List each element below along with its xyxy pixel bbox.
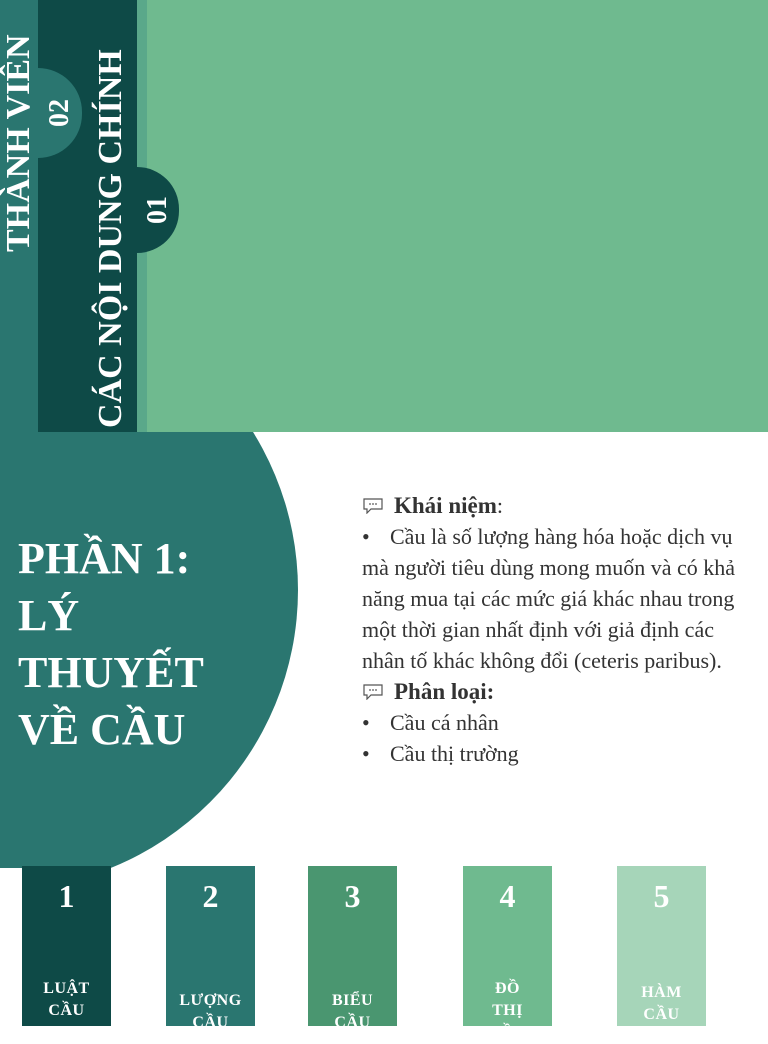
part-title-line: THUYẾT [18,648,204,697]
concept-colon: : [496,493,503,518]
part-title-line: PHẦN 1: [18,534,191,583]
card-label-line: HÀM [641,984,682,1001]
card-label-line: LUẬT [43,980,90,997]
card-number: 1 [58,878,75,914]
card-label [463,978,552,1044]
tab-main-contents-label: CÁC NỘI DUNG CHÍNH [92,49,129,428]
card-number: 2 [202,878,219,914]
card-label [22,978,111,1022]
concept-text-item [362,521,752,676]
card-label-line: CẦU [489,1024,526,1041]
bullet: • [362,710,370,735]
classify-heading-row [362,676,752,707]
classify-heading: Phân loại: [394,679,495,704]
card-label-line: LƯỢNG [179,992,242,1009]
concept-text: Cầu là số lượng hàng hóa hoặc dịch vụ mà người tiêu dùng mong muốn và có khả năng mua tại các mức giá khác nhau trong một thời gian nhất định với giả định các nhân tố khác không đổi (ceteris paribus). [362,524,736,673]
card-label-line: CẦU [48,1002,85,1019]
concept-heading-row [362,490,752,521]
card-label [166,990,255,1034]
card-label-line: BIỂU [331,992,374,1009]
speech-bubble-icon [362,684,384,700]
topic-card-4[interactable] [463,866,552,1041]
card-number: 5 [653,878,670,914]
card-number: 3 [344,878,361,914]
part-title-line: LÝ [18,591,80,640]
card-number: 4 [499,878,516,914]
list-item [362,707,752,738]
tab-number-01-text: 01 [142,196,173,224]
bullet: • [362,741,370,766]
bullet: • [362,524,370,549]
topic-card-1[interactable] [22,866,111,1026]
topic-card-3[interactable] [308,866,397,1031]
part-title [18,530,204,758]
card-label [308,990,397,1034]
speech-bubble-icon [362,498,384,514]
card-label-line: THỊ [492,1002,523,1019]
card-label-line: CẦU [334,1014,371,1031]
card-label [617,982,706,1026]
card-label-line: CẦU [192,1014,229,1031]
tab-members-label: THÀNH VIÊN [0,34,37,252]
classify-item: Cầu thị trường [390,741,519,766]
list-item [362,738,752,769]
topic-card-2[interactable] [166,866,255,1031]
tab-number-02-text: 02 [44,99,75,127]
card-label-line: CẦU [643,1006,680,1023]
part-title-line: VỀ CẦU [18,705,186,754]
concept-heading: Khái niệm [394,493,497,518]
topic-card-5[interactable] [617,866,706,1026]
card-label-line: ĐỒ [495,980,520,997]
classify-item: Cầu cá nhân [390,710,499,735]
content-block [362,490,752,769]
